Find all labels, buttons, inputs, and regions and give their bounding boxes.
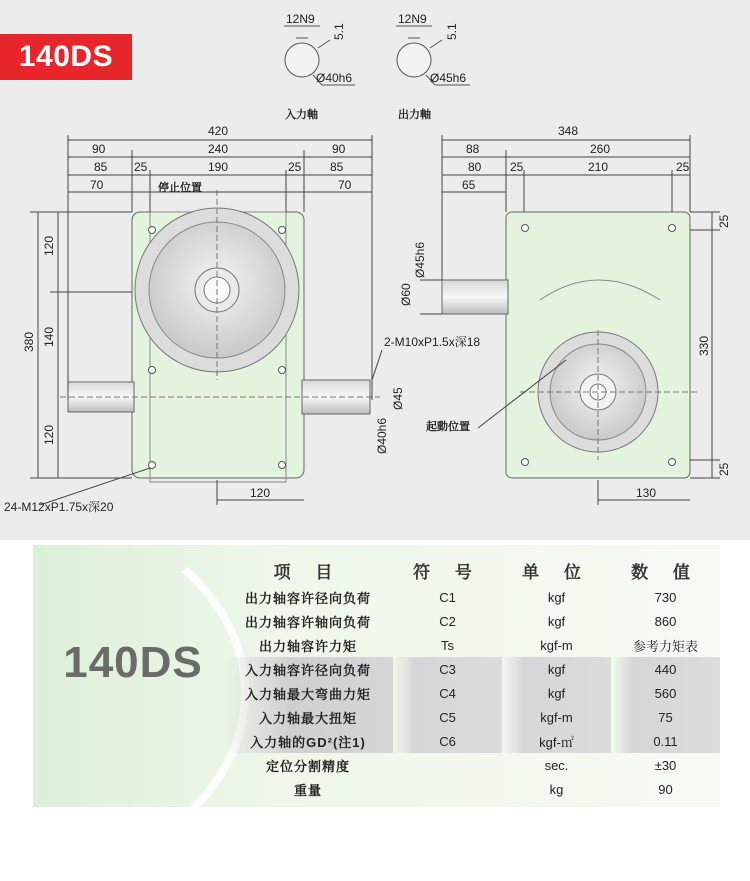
header-symbol: 符 号: [413, 562, 482, 582]
model-badge: 140DS: [0, 34, 132, 80]
side-right-25b: 25: [717, 462, 731, 476]
cell-unit: kgf-㎡: [502, 729, 611, 753]
cell-unit: kgf: [547, 589, 566, 605]
front-dia45: Ø45: [391, 387, 405, 410]
front-left-120a: 120: [42, 235, 56, 256]
table-row: [223, 777, 720, 801]
spec-header-row: [223, 555, 720, 585]
cell-unit: kgf-m: [502, 705, 611, 729]
header-value: 数 值: [631, 562, 700, 582]
table-row: [223, 681, 720, 705]
side-row2-1: 88: [466, 142, 480, 156]
header-item: 项 目: [273, 562, 343, 582]
cell-symbol: C5: [393, 705, 502, 729]
output-key-depth: 5.1: [445, 23, 459, 40]
cell-value: 90: [658, 781, 673, 797]
start-position-label: 起動位置: [426, 421, 470, 433]
table-row: [223, 705, 720, 729]
front-second-2: 25: [134, 160, 148, 174]
cell-item: 入力轴容许径向负荷: [223, 657, 393, 681]
front-height-380: 380: [22, 331, 36, 352]
side-dia-out: Ø45h6: [413, 241, 427, 278]
front-second-4: 25: [288, 160, 302, 174]
cell-unit: kgf-m: [540, 637, 573, 653]
side-row2-2: 260: [590, 142, 611, 156]
table-row: [223, 729, 720, 753]
side-row3-1: 80: [468, 160, 482, 174]
cell-unit: kgf: [547, 613, 566, 629]
cell-item: 定位分割精度: [265, 758, 350, 774]
cell-symbol: C3: [393, 657, 502, 681]
cell-symbol: Ts: [441, 637, 454, 653]
cell-value: ±30: [654, 757, 677, 773]
side-bottom-130: 130: [636, 486, 657, 500]
side-row4: 65: [462, 178, 476, 192]
table-row: [223, 609, 720, 633]
decorative-arc: [0, 505, 249, 881]
input-key-label: 12N9: [286, 12, 315, 26]
input-shaft-label: 入力軸: [285, 109, 318, 121]
tap-note: 2-M10xP1.5x深18: [384, 335, 481, 349]
cell-item: 出力轴容许径向负荷: [244, 590, 371, 606]
table-row: [223, 753, 720, 777]
front-top-1: 90: [92, 142, 106, 156]
spec-table-panel: [33, 545, 720, 807]
side-row3-3: 210: [588, 160, 609, 174]
cell-symbol: [393, 753, 502, 777]
front-second-5: 85: [330, 160, 344, 174]
tap-leader: [372, 350, 382, 380]
spec-table: [223, 555, 720, 801]
front-overall: 420: [208, 124, 229, 138]
side-right-330: 330: [697, 335, 711, 356]
cell-symbol: C4: [393, 681, 502, 705]
front-left-120b: 120: [42, 424, 56, 445]
cell-item: 入力轴的GD²(注1): [223, 729, 393, 753]
cell-symbol: C6: [393, 729, 502, 753]
cell-item: 入力轴最大弯曲力矩: [223, 681, 393, 705]
cell-value: 860: [654, 613, 677, 629]
input-key-depth: 5.1: [332, 23, 346, 40]
cell-unit: kgf: [502, 681, 611, 705]
cell-value: 730: [654, 589, 677, 605]
cell-value: 参考力矩表: [632, 638, 698, 654]
table-row: [223, 585, 720, 609]
cell-value: 440: [611, 657, 720, 681]
stop-position-label: 停止位置: [158, 182, 202, 194]
side-overall: 348: [558, 124, 579, 138]
table-model-name: 140DS: [63, 638, 203, 687]
table-row: [223, 633, 720, 657]
cell-item: 出力轴容许力矩: [258, 638, 357, 654]
front-top-3: 90: [332, 142, 346, 156]
cell-item: 入力轴最大扭矩: [223, 705, 393, 729]
table-row: [223, 657, 720, 681]
front-second-1: 85: [94, 160, 108, 174]
cell-item: 出力轴容许轴向负荷: [244, 614, 371, 630]
front-top-2: 240: [208, 142, 229, 156]
front-third-2: 70: [338, 178, 352, 192]
cell-symbol: [393, 777, 502, 801]
output-key-label: 12N9: [398, 12, 427, 26]
output-shaft-label: 出力軸: [398, 109, 431, 121]
side-view-body: [442, 212, 700, 478]
front-bottom-120: 120: [250, 486, 271, 500]
side-dia60: Ø60: [399, 283, 413, 306]
cell-value: 560: [611, 681, 720, 705]
cell-unit: sec.: [544, 757, 569, 773]
cell-value: 0.11: [611, 729, 720, 753]
cell-unit: kg: [549, 781, 564, 797]
cell-symbol: C2: [439, 613, 456, 629]
side-row3-2: 25: [510, 160, 524, 174]
front-left-140: 140: [42, 326, 56, 347]
side-row3-4: 25: [676, 160, 690, 174]
bolt-note: 24-M12xP1.75x深20: [4, 500, 114, 514]
cell-symbol: C1: [439, 589, 456, 605]
front-dia40: Ø40h6: [375, 417, 389, 454]
front-third-1: 70: [90, 178, 104, 192]
side-right-25a: 25: [717, 214, 731, 228]
header-unit: 单 位: [522, 562, 591, 582]
cell-unit: kgf: [502, 657, 611, 681]
front-second-3: 190: [208, 160, 229, 174]
front-view-body: [60, 190, 380, 482]
cell-item: 重量: [293, 782, 322, 798]
output-shaft-dia: Ø45h6: [430, 71, 467, 85]
cell-value: 75: [611, 705, 720, 729]
input-shaft-dia: Ø40h6: [316, 71, 353, 85]
